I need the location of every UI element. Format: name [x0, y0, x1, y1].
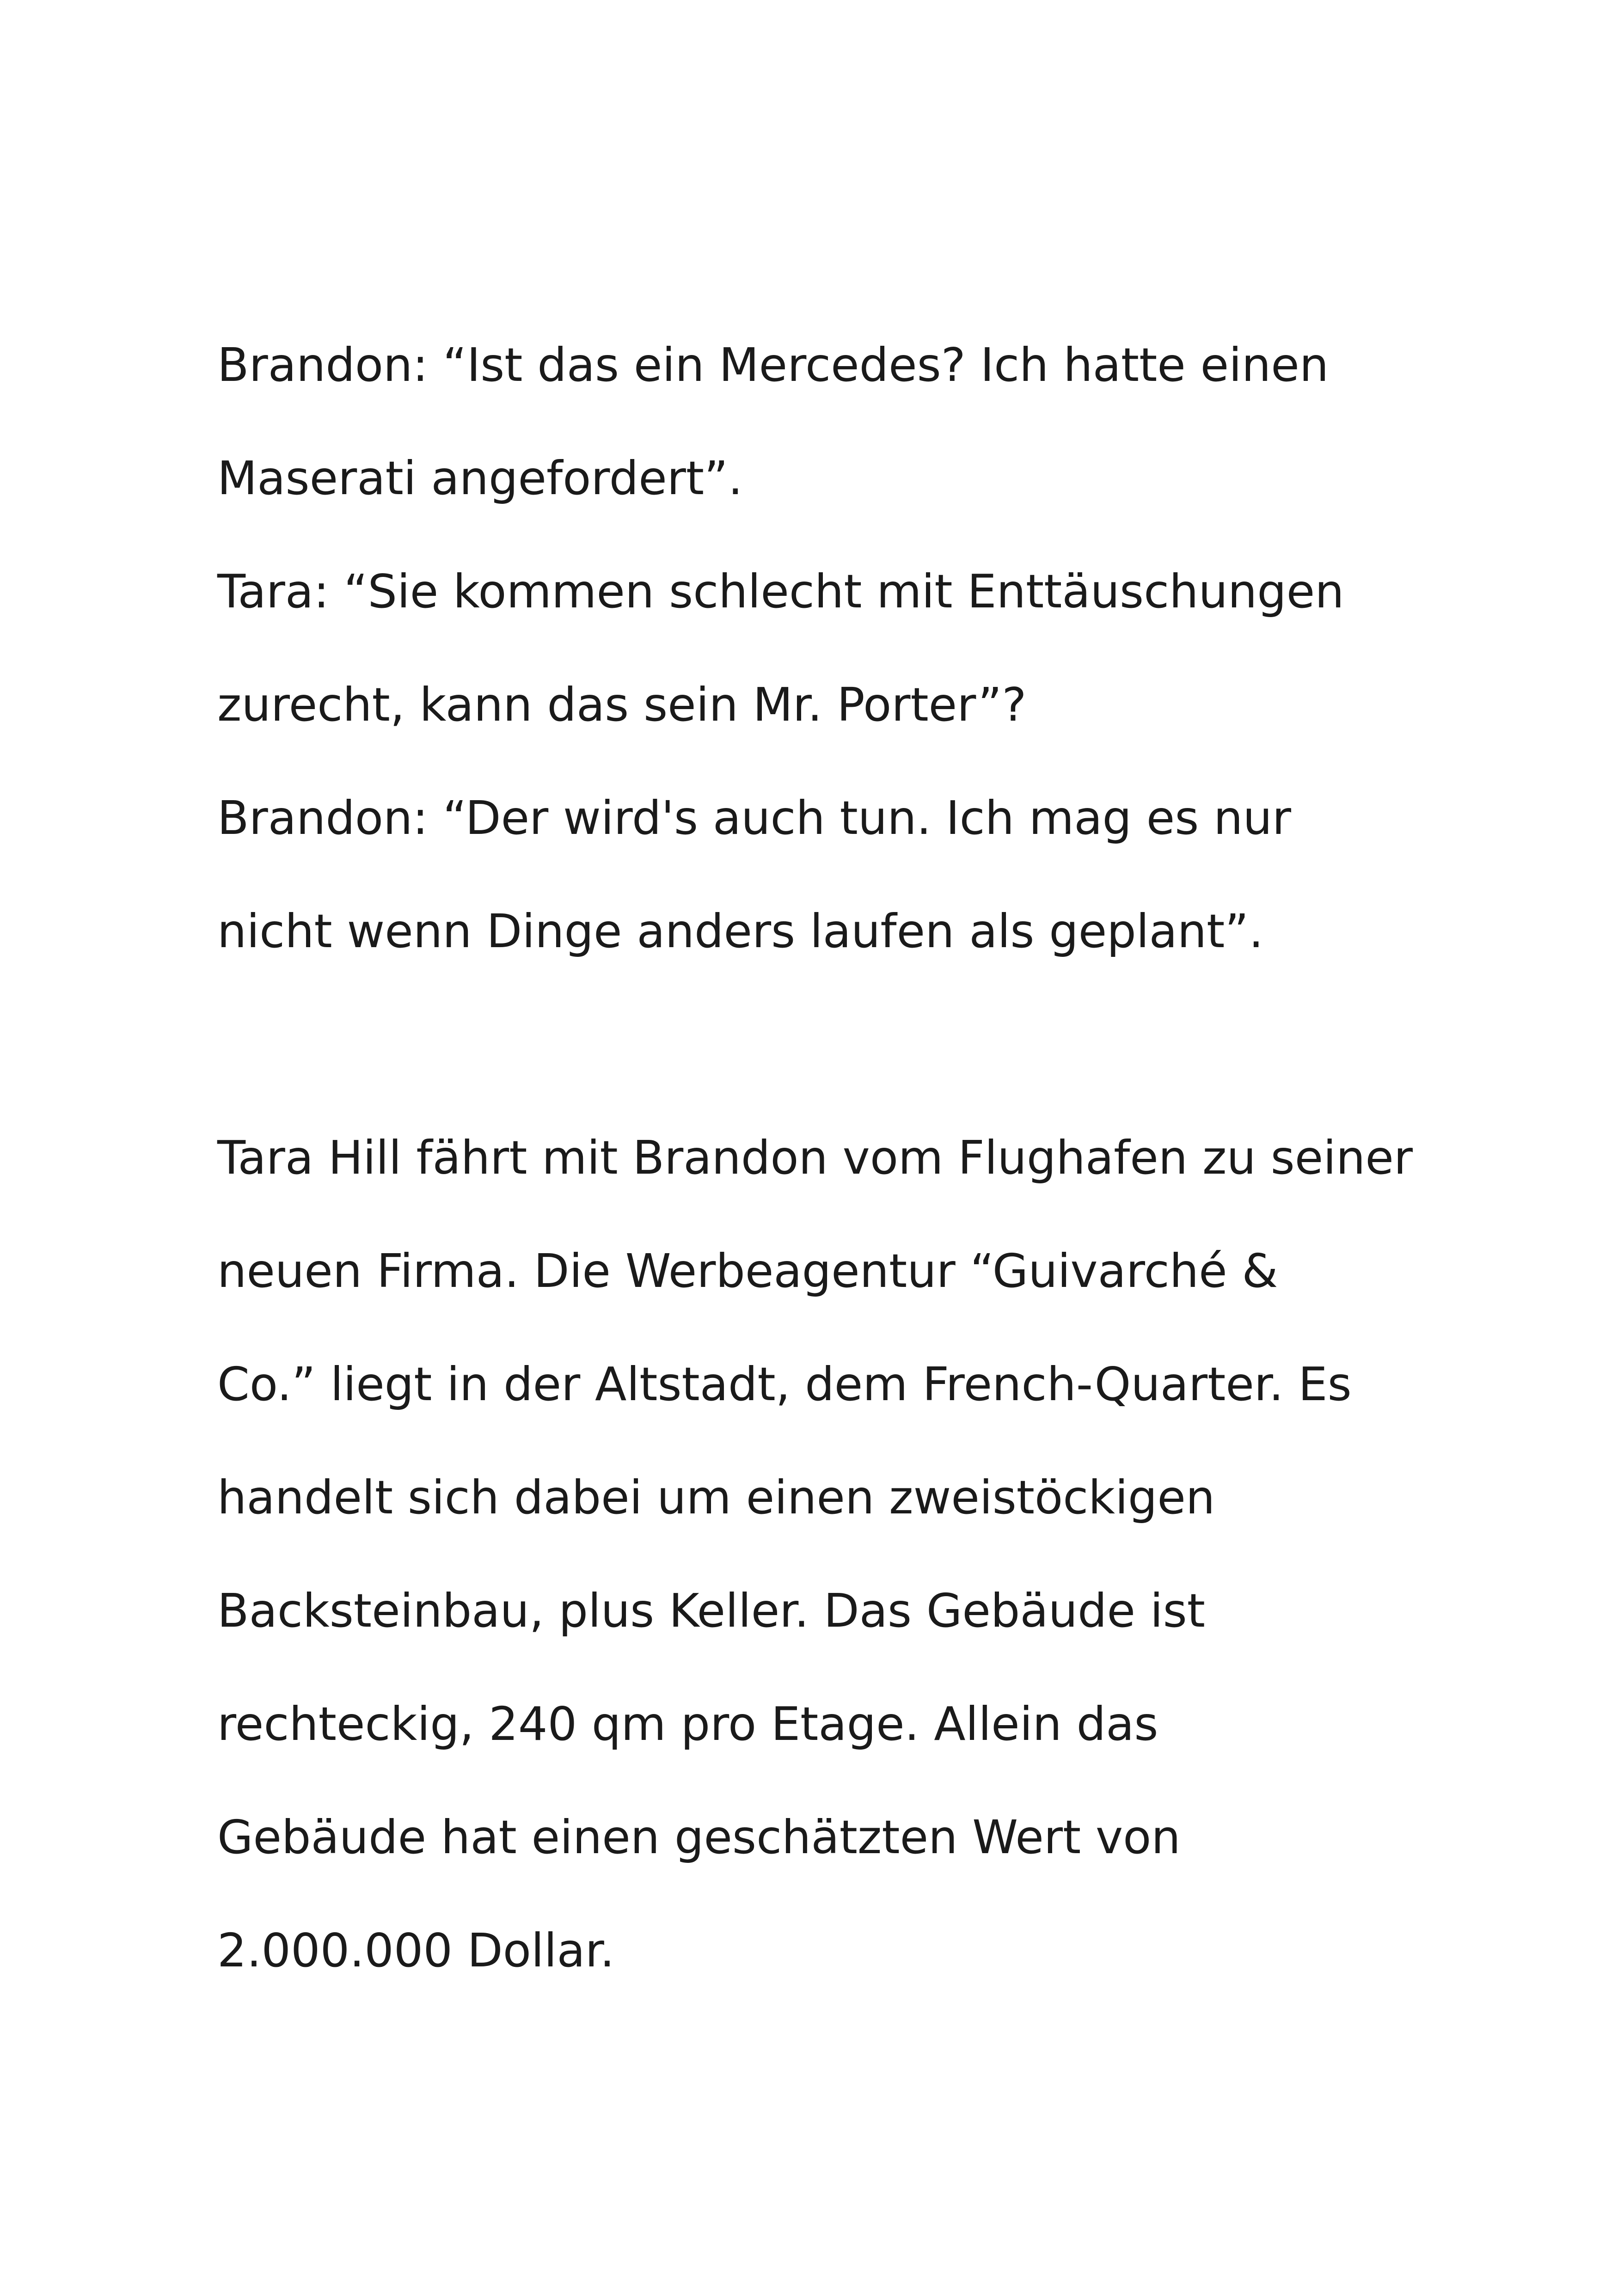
- narrative-line-2: neuen Firma. Die Werbeagentur “Guivarché &: [217, 1244, 1278, 1298]
- dialogue-line-6: nicht wenn Dinge anders laufen als geplant”.: [217, 904, 1263, 958]
- dialogue-line-2: Maserati angefordert”.: [217, 451, 743, 505]
- narrative-line-8: 2.000.000 Dollar.: [217, 1923, 615, 1978]
- narrative-line-5: Backsteinbau, plus Keller. Das Gebäude ist: [217, 1584, 1205, 1638]
- dialogue-line-3: Tara: “Sie kommen schlecht mit Enttäuschungen: [217, 564, 1344, 618]
- dialogue-line-4: zurecht, kann das sein Mr. Porter”?: [217, 678, 1027, 732]
- narrative-line-1: Tara Hill fährt mit Brandon vom Flughafen zu seiner: [217, 1131, 1413, 1185]
- narrative-line-6: rechteckig, 240 qm pro Etage. Allein das: [217, 1697, 1158, 1751]
- narrative-line-3: Co.” liegt in der Altstadt, dem French-Quarter. Es: [217, 1357, 1352, 1411]
- narrative-line-4: handelt sich dabei um einen zweistöckigen: [217, 1470, 1215, 1525]
- dialogue-line-1: Brandon: “Ist das ein Mercedes? Ich hatte einen: [217, 338, 1329, 392]
- dialogue-line-5: Brandon: “Der wird's auch tun. Ich mag es nur: [217, 791, 1292, 845]
- narrative-line-7: Gebäude hat einen geschätzten Wert von: [217, 1810, 1181, 1864]
